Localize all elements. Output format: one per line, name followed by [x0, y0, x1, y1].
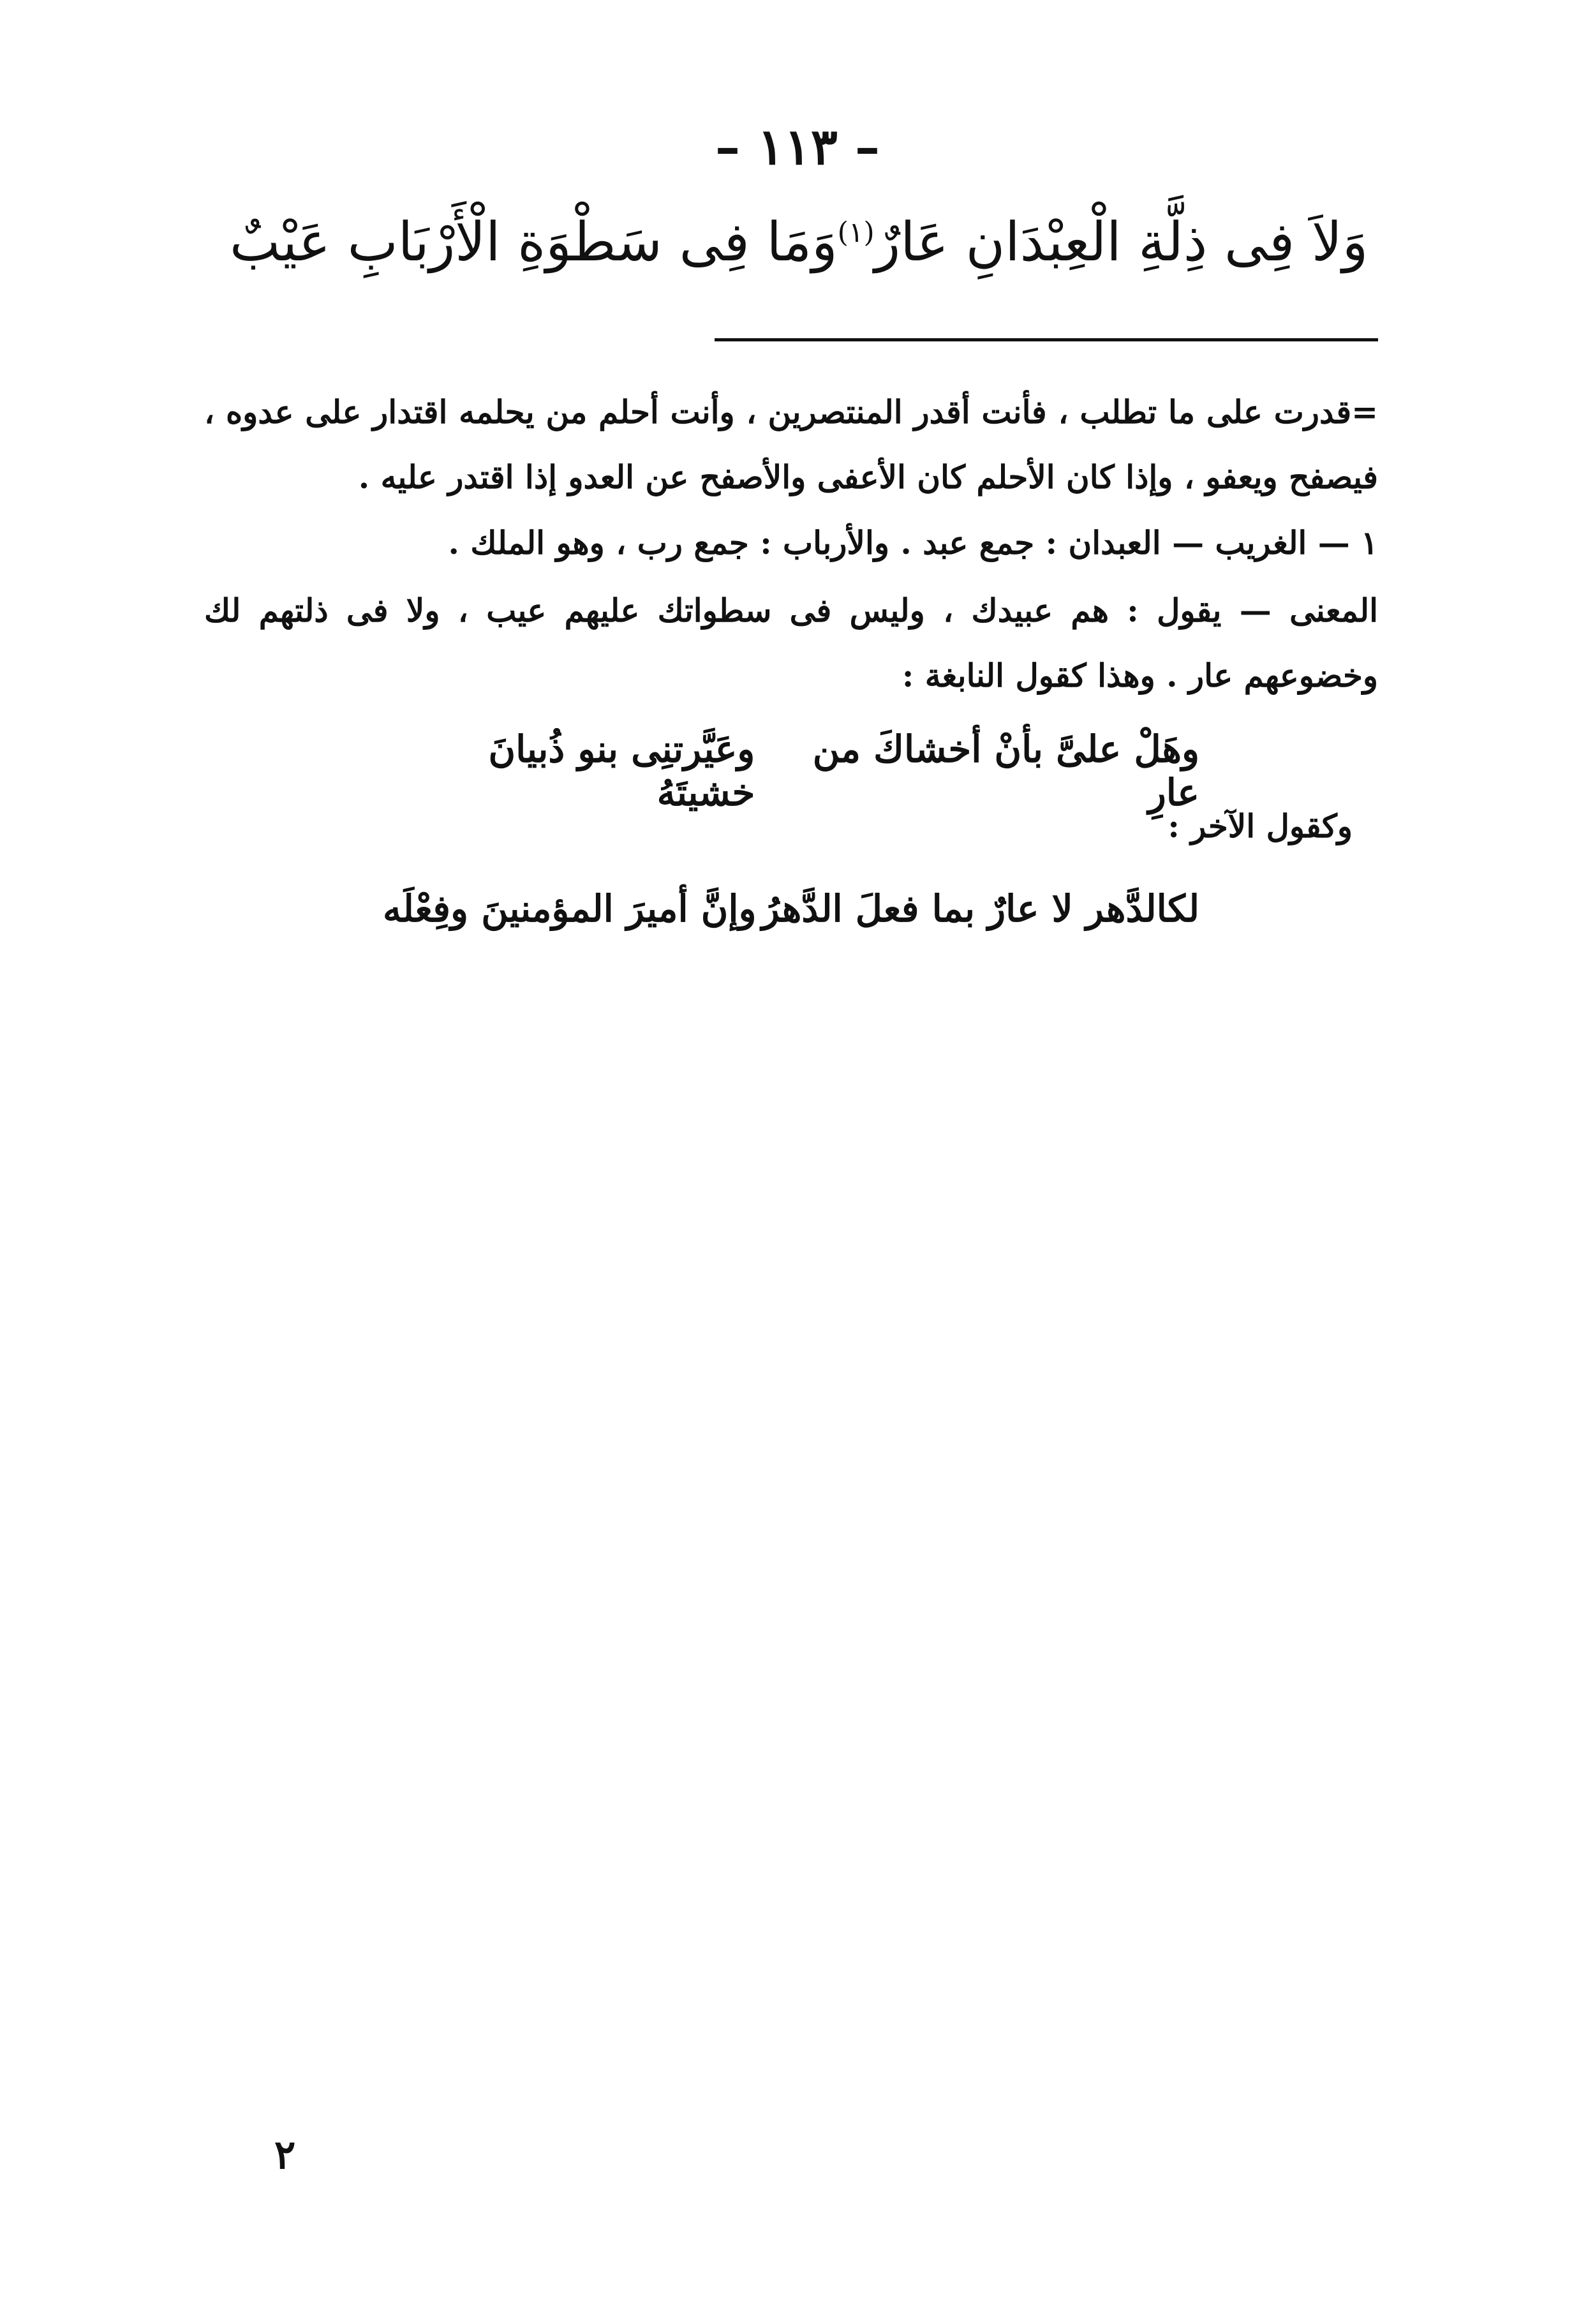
footnote-marker: (١): [837, 216, 875, 249]
main-verse-first-hemistich: وَمَا فِى سَطْوَةِ الْأَرْبَابِ عَيْبٌ: [230, 211, 838, 273]
quoted-verse-2-first: وإنَّ أميرَ المؤمنينَ وفِعْلَه: [383, 887, 757, 930]
commentary-meaning: [204, 578, 1378, 708]
footnote-gloss: [204, 510, 1378, 576]
footnote-gloss-text: ١ — الغريب — العبدان : جمع عبد . والأرباب : جمع رب ، وهو الملك .: [448, 524, 1378, 562]
quoted-verse-1-first: وعَيَّرتنِى بنو ذُبيانَ خشيتَهُ: [488, 727, 755, 814]
main-verse-second-hemistich-text: وَلاَ فِى ذِلَّةِ الْعِبْدَانِ عَارٌ: [874, 211, 1369, 273]
quoted-verse-1-second: وهَلْ علىَّ بأنْ أخشاكَ من عارِ: [812, 727, 1199, 814]
main-verse: [230, 211, 1369, 273]
quoted-verse-other: [383, 887, 1199, 930]
quoted-verse-nabigha: [383, 727, 1199, 814]
commentary-meaning-text: المعنى — يقول : هم عبيدك ، وليس فى سطواتك عليهم عيب ، ولا فى ذلتهم لك وخضوعهم عار . وهذا كقول النابغة :: [204, 592, 1378, 694]
page-number: – ١١٣ –: [715, 118, 880, 176]
commentary-continuation-text: =قدرت على ما تطلب ، فأنت أقدر المنتصرين ، وأنت أحلم من يحلمه اقتدار على عدوه ، فيصفح ويعفو ، وإذا كان الأحلم كان الأعفى والأصفح عن العدو إذا اقتدر عليه .: [204, 393, 1378, 496]
quoted-verse-2-intro: وكقول الآخر :: [1168, 807, 1353, 845]
main-verse-second-hemistich: [838, 211, 1369, 273]
footnote-divider: [715, 338, 1378, 341]
printer-signature-mark: ٢: [274, 2131, 296, 2178]
quoted-verse-2-second: لكالدَّهر لا عارٌ بما فعلَ الدَّهرُ: [761, 887, 1199, 930]
commentary-continuation: [204, 380, 1378, 510]
